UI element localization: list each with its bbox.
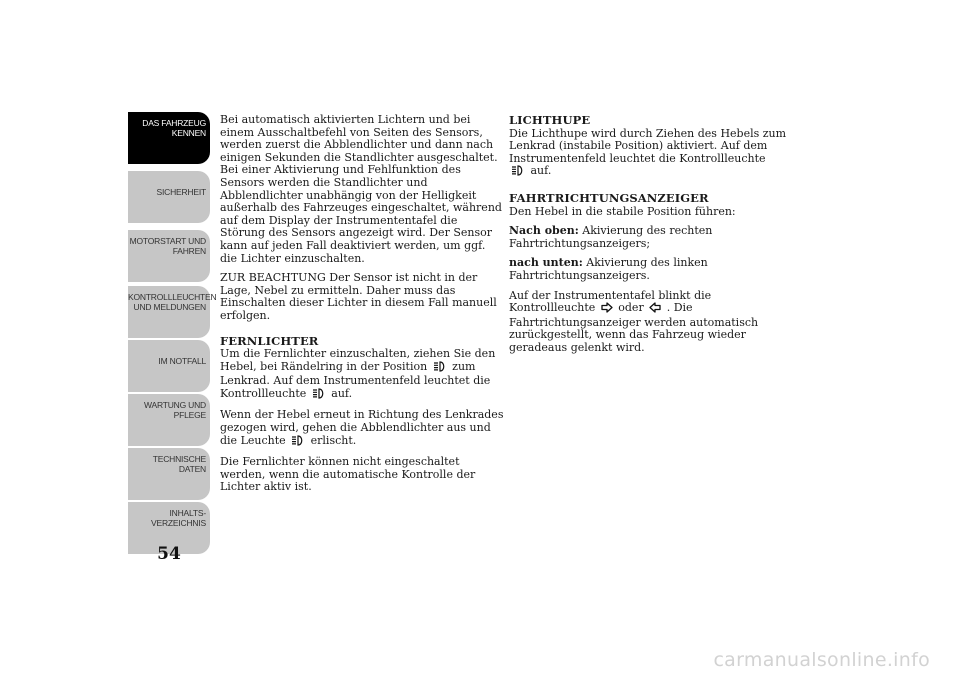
paragraph-indicator (509, 290, 793, 355)
tab-sicherheit[interactable] (128, 171, 210, 223)
label-down: nach unten: (509, 256, 583, 270)
paragraph-fernlichter-off (220, 409, 504, 449)
tab-technische-daten[interactable] (128, 448, 210, 500)
tab-das-fahrzeug-kennen[interactable] (128, 112, 210, 164)
tab-label-line1: WARTUNG UND (143, 400, 206, 410)
turn-right-arrow-icon (601, 302, 613, 317)
text-segment: . Die Fahrtrichtungsanzeiger werden automatisch zurückgestellt, wenn das Fahrzeug wieder geradeaus gelenkt wird. (509, 301, 759, 354)
text-segment: oder (618, 301, 644, 315)
paragraph-fernlichter-on (220, 348, 504, 402)
tab-wartung-und-pflege[interactable] (128, 394, 210, 446)
page-number: 54 (157, 544, 181, 564)
tab-label-line2: VERZEICHNIS (151, 518, 206, 528)
label-up: Nach oben: (509, 224, 579, 238)
text-segment: Die Lichthupe wird durch Ziehen des Hebels zum Lenkrad (instabile Position) aktiviert. Auf dem Instrumentenfeld leuchtet die Kontrollleuchte (509, 126, 787, 165)
tab-label-line1: DAS FAHRZEUG (142, 118, 206, 128)
high-beam-icon (433, 361, 447, 376)
paragraph-lichthupe (509, 128, 793, 180)
tab-label-line2: FAHREN (172, 246, 206, 256)
tab-label-line1: INHALTS- (169, 508, 206, 518)
text-column-left (220, 114, 504, 501)
tab-label-line1: MOTORSTART UND (129, 236, 206, 246)
tab-label-line2: PFLEGE (173, 410, 206, 420)
tab-label-line2: DATEN (178, 464, 206, 474)
text-segment: erlischt. (310, 433, 357, 447)
high-beam-icon (511, 165, 525, 180)
text-segment: auf. (331, 386, 353, 400)
paragraph-up (509, 225, 793, 250)
text-segment: Akivierung des linken Fahrtrichtungsanzeigers. (509, 256, 708, 282)
paragraph-auto-lights: Bei automatisch aktivierten Lichtern und bei einem Ausschaltbefehl von Seiten des Sensors, werden zuerst die Abblendlichter und dann nach einigen Sekunden die Standlichter ausgeschaltet. Bei einer Aktivierung und Fehlfunktion des Sensors werden die Standlichter und Abblendlichter unabhängig von der Helligkeit außerhalb des Fahrzeuges eingeschaltet, während auf dem Display der Instrumententafel die Störung des Sensors angezeigt wird. Der Sensor kann auf jeden Fall deaktiviert werden, um ggf. die Lichter einzuschalten. (220, 113, 502, 265)
paragraph-fernlichter-auto: Die Fernlichter können nicht eingeschaltet werden, wenn die automatische Kontrolle der Lichter aktiv ist. (220, 455, 476, 494)
tab-label-line1: KONTROLLLEUCHTEN (128, 292, 217, 302)
watermark: carmanualsonline.info (713, 649, 930, 671)
heading-fernlichter: FERNLICHTER (220, 333, 319, 348)
text-segment: auf. (530, 164, 552, 178)
text-segment: Akivierung des rechten Fahrtrichtungsanzeigers; (509, 224, 713, 250)
text-segment: Auf der Instrumententafel blinkt die Kontrollleuchte (509, 288, 712, 315)
high-beam-icon (312, 388, 326, 403)
tab-motorstart-und-fahren[interactable] (128, 230, 210, 282)
heading-fahrtrichtungsanzeiger: FAHRTRICHTUNGSANZEIGER (509, 190, 709, 205)
tab-label-line2: UND MELDUNGEN (133, 302, 206, 312)
turn-left-arrow-icon (649, 302, 661, 317)
heading-lichthupe: LICHTHUPE (509, 113, 591, 127)
text-segment: Wenn der Hebel erneut in Richtung des Lenkrades gezogen wird, gehen die Abblendlichter aus und die Leuchte (220, 408, 504, 447)
paragraph-lever: Den Hebel in die stabile Position führen: (509, 204, 736, 218)
tab-label-line2: KENNEN (171, 128, 206, 138)
tab-im-notfall[interactable] (128, 340, 210, 392)
text-segment: zum Lenkrad. Auf dem Instrumentenfeld leuchtet die Kontrollleuchte (220, 359, 491, 400)
tab-label-line1: TECHNISCHE (152, 454, 206, 464)
tab-label-line1: SICHERHEIT (156, 187, 206, 197)
paragraph-note: ZUR BEACHTUNG Der Sensor ist nicht in der Lage, Nebel zu ermitteln. Daher muss das Einschalten dieser Lichter in diesem Fall manuell erfolgen. (220, 271, 497, 322)
tab-kontrollleuchten[interactable] (128, 286, 217, 338)
text-segment: Um die Fernlichter einzuschalten, ziehen Sie den Hebel, bei Rändelring in der Position (220, 347, 496, 373)
high-beam-icon (291, 435, 305, 450)
text-column-right (509, 114, 793, 362)
tab-label-line1: IM NOTFALL (158, 356, 206, 366)
paragraph-down (509, 257, 793, 282)
